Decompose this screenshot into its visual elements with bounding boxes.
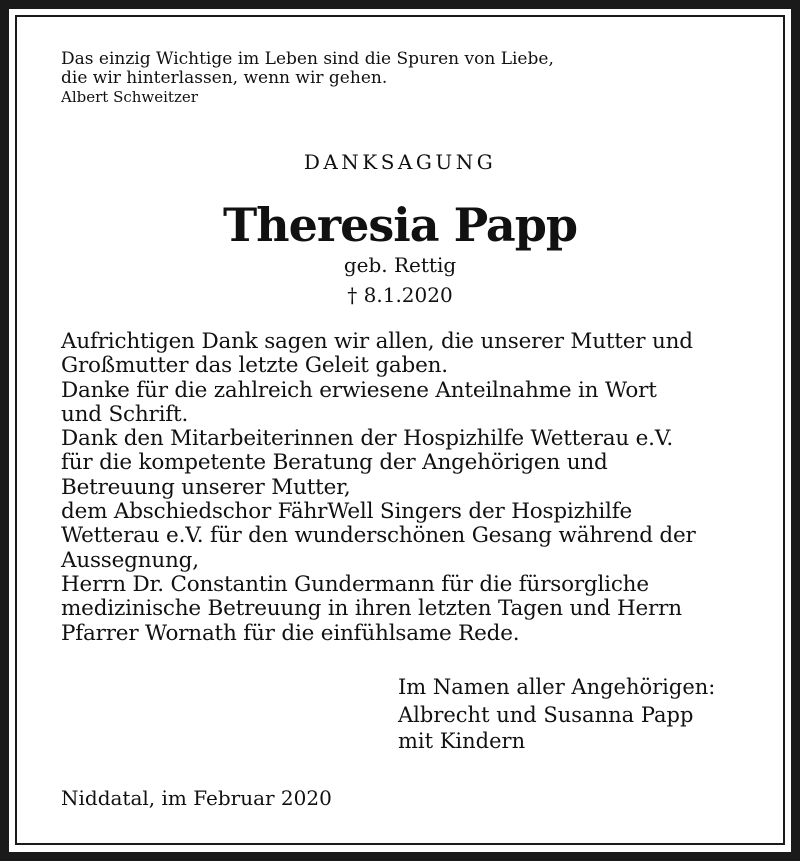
text-line: Wetterau e.V. für den wunderschönen Gesang während der [61,523,696,549]
text-line: dem Abschiedschor FährWell Singers der Hospizhilfe [61,499,632,525]
signature-intro: Im Namen aller Angehörigen: [398,675,716,699]
signature-names: Albrecht und Susanna Papp [398,703,694,727]
thanks-text [61,330,761,646]
birth-name: geb. Rettig [343,253,457,277]
text-line: Pfarrer Wornath für die einfühlsame Rede. [61,620,520,646]
text-line: Aussegnung, [61,547,199,573]
epigraph-author: Albert Schweitzer [61,88,198,106]
text-line: Großmutter das letzte Geleit gaben. [61,353,448,379]
signature-names-cont: mit Kindern [398,729,526,753]
text-line: für die kompetente Beratung der Angehörigen und [61,450,608,476]
place-date: Niddatal, im Februar 2020 [61,786,332,810]
death-date: † 8.1.2020 [347,283,453,307]
signature-block [398,674,715,754]
epigraph-line: die wir hinterlassen, wenn wir gehen. [61,68,388,88]
text-line: und Schrift. [61,401,189,427]
text-line: Dank den Mitarbeiterinnen der Hospizhilfe Wetterau e.V. [61,426,673,452]
text-line: Aufrichtigen Dank sagen wir allen, die unserer Mutter und [61,329,693,354]
text-line: Betreuung unserer Mutter, [61,474,351,500]
epigraph [61,50,554,107]
deceased-name: Theresia Papp [222,198,578,252]
text-line: Herrn Dr. Constantin Gundermann für die fürsorgliche [61,571,649,597]
text-line: Danke für die zahlreich erwiesene Anteilnahme in Wort [61,377,657,403]
text-line: medizinische Betreuung in ihren letzten Tagen und Herrn [61,596,682,622]
epigraph-line: Das einzig Wichtige im Leben sind die Spuren von Liebe, [61,49,554,69]
notice-heading: DANKSAGUNG [303,150,497,174]
